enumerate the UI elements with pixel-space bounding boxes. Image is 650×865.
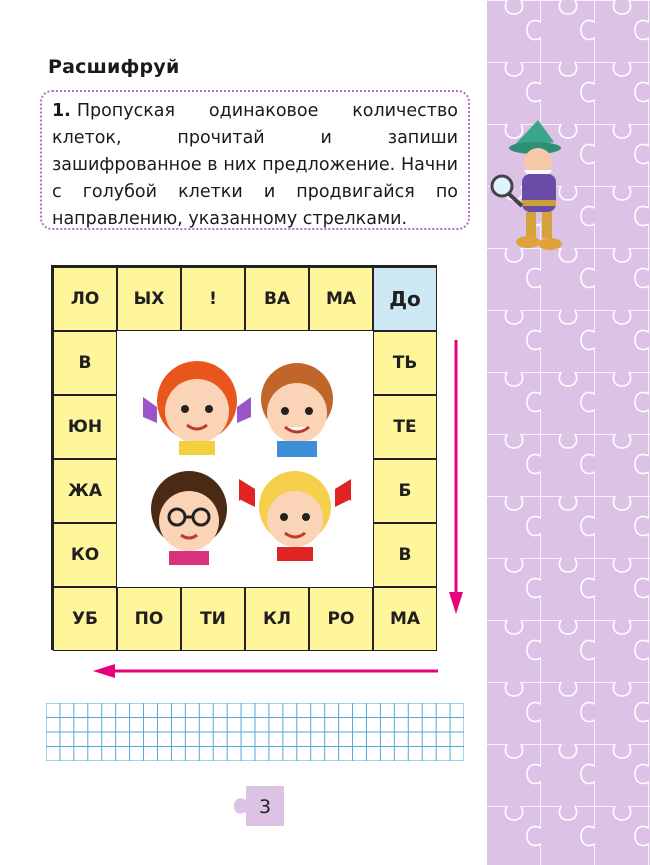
cell-bottom-1: УБ [53,587,117,651]
arrow-left-icon [93,663,438,679]
children-illustration [117,329,371,585]
cell-right-1: ТЬ [373,331,437,395]
task-instructions: Пропуская одинаковое количество клеток, прочитай и запиши зашифрованное в них предложение. Начни с голубой клетки и продвигайся по направлению, указанному стрелками. [52,101,458,229]
task-number: 1. [52,101,71,121]
gnome-detective-illustration [480,112,580,262]
cell-right-4: В [373,523,437,587]
cell-start: До [373,267,437,331]
cell-bottom-4: КЛ [245,587,309,651]
cell-top-2: ЫХ [117,267,181,331]
page-number: 3 [258,796,272,818]
cell-top-5: МА [309,267,373,331]
cell-top-4: ВА [245,267,309,331]
cell-bottom-6: МА [373,587,437,651]
cell-top-1: ЛО [53,267,117,331]
answer-writing-grid[interactable] [46,703,464,761]
cell-bottom-3: ТИ [181,587,245,651]
task-box [40,90,470,230]
cell-left-3: ЖА [53,459,117,523]
task-text [52,98,458,233]
cell-bottom-5: РО [309,587,373,651]
cell-left-1: В [53,331,117,395]
cell-bottom-2: ПО [117,587,181,651]
cell-left-4: КО [53,523,117,587]
arrow-down-icon [448,340,464,616]
section-title: Расшифруй [48,56,180,78]
cell-right-3: Б [373,459,437,523]
cell-right-2: ТЕ [373,395,437,459]
cell-left-2: ЮН [53,395,117,459]
cell-top-3: ! [181,267,245,331]
